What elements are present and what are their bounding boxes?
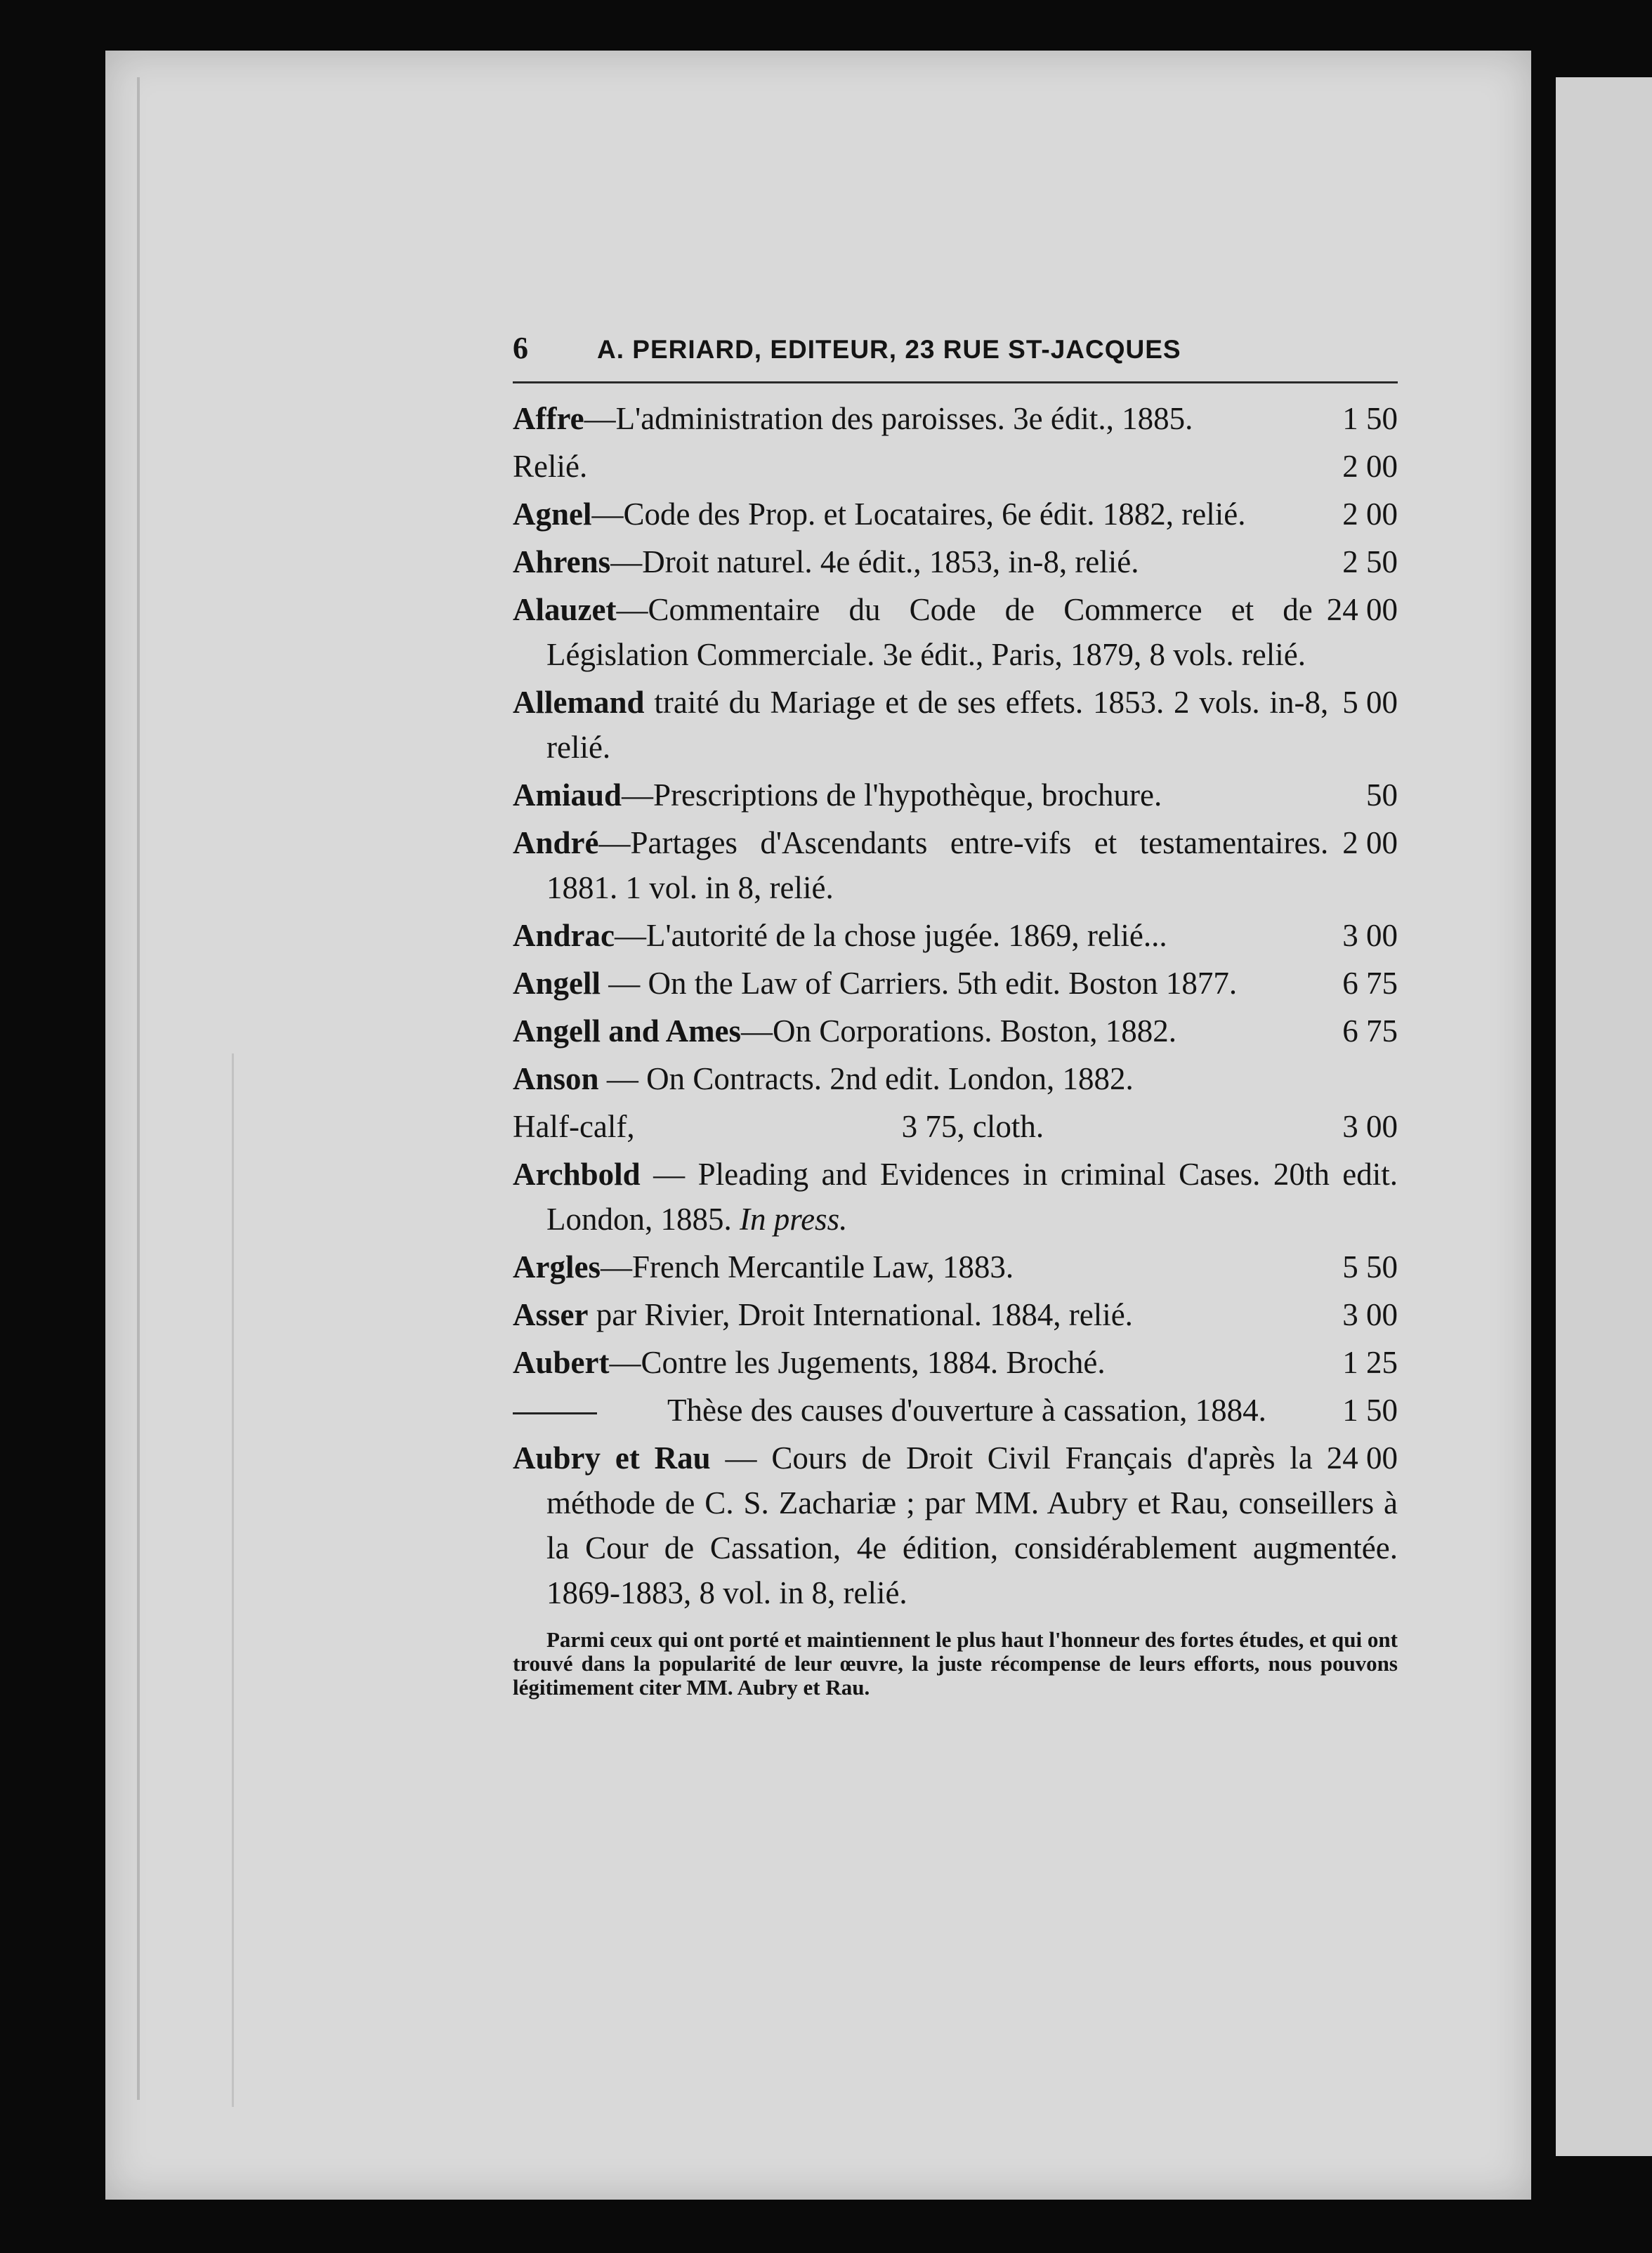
entry-separator: —: [598, 825, 631, 860]
catalog-entry: [513, 1292, 1398, 1337]
page-content: [513, 330, 1398, 1721]
entry-separator: [588, 1297, 596, 1332]
entry-separator: [645, 685, 655, 720]
catalog-entry: [513, 587, 1398, 677]
catalog-entry: [513, 680, 1398, 770]
entry-title: On the Law of Carriers. 5th edit. Boston 1877.: [648, 966, 1238, 1001]
catalog-entry: [513, 444, 1398, 489]
ditto-dash: [513, 1412, 597, 1414]
catalog-entry: [513, 492, 1398, 537]
page-edge-shadow: [137, 77, 140, 2100]
entry-price: 6 75: [1342, 966, 1398, 1001]
entry-price: 3 00: [1342, 918, 1398, 953]
entry-separator: —: [640, 1157, 698, 1192]
catalog-entry: [513, 1340, 1398, 1385]
entry-price: 2 00: [1342, 497, 1398, 532]
entry-author: Alauzet: [513, 592, 617, 627]
entry-author: Allemand: [513, 685, 645, 720]
entry-separator: —: [741, 1013, 773, 1049]
entry-title: Cours de Droit Civil Français d'après la méthode de C. S. Zachariæ ; par MM. Aubry et Rau, conseillers à la Cour de Cassation, 4e édition, considérablement augmentée. 1869-1883, 8 vol. in 8, relié.: [546, 1440, 1398, 1610]
entry-price: 2 50: [1342, 544, 1398, 579]
entry-author: André: [513, 825, 599, 860]
entry-author: Argles: [513, 1249, 601, 1285]
entry-title: French Mercantile Law, 1883.: [631, 1249, 1014, 1285]
adjacent-page-edge: [1556, 77, 1652, 2156]
catalog-entries: [513, 396, 1398, 1615]
catalog-entry: [513, 1009, 1398, 1053]
entry-separator: —: [591, 497, 624, 532]
entry-title: Commentaire du Code de Commerce et de Législation Commerciale. 3e édit., Paris, 1879, 8 vols. relié.: [546, 592, 1313, 672]
entry-separator: —: [622, 777, 654, 813]
catalog-entry: [513, 1388, 1398, 1433]
entry-separator: —: [610, 544, 643, 579]
entry-author: Agnel: [513, 497, 592, 532]
entry-title: Pleading and Evidences in criminal Cases. 20th edit. London, 1885.: [546, 1157, 1398, 1237]
entry-separator: —: [600, 1249, 632, 1285]
publisher-heading: A. PERIARD, EDITEUR, 23 RUE ST-JACQUES: [597, 335, 1181, 364]
entry-author: Ahrens: [513, 544, 611, 579]
page-crease: [232, 1053, 234, 2107]
entry-price: 1 50: [1342, 401, 1398, 436]
entry-price: 2 00: [1342, 449, 1398, 484]
footnote: Parmi ceux qui ont porté et maintiennent le plus haut l'honneur des fortes études, et qui ont trouvé dans la popularité de leur œuvre, la juste récompense de leurs efforts, nous pouvons légitimement citer MM. Aubry et Rau.: [513, 1627, 1398, 1700]
entry-separator: —: [601, 966, 648, 1001]
entry-title: L'autorité de la chose jugée. 1869, relié...: [646, 918, 1167, 953]
entry-title: L'administration des paroisses. 3e édit., 1885.: [615, 401, 1193, 436]
entry-author: Angell and Ames: [513, 1013, 742, 1049]
entry-price: 24 00: [1326, 592, 1398, 627]
entry-title: Contre les Jugements, 1884. Broché.: [641, 1345, 1106, 1380]
entry-title: Prescriptions de l'hypothèque, brochure.: [653, 777, 1162, 813]
entry-title: On Contracts. 2nd edit. London, 1882.: [646, 1061, 1134, 1096]
catalog-entry: [513, 1244, 1398, 1289]
page-number: 6: [513, 331, 529, 365]
catalog-entry: [513, 1152, 1398, 1242]
entry-price: 2 00: [1342, 825, 1398, 860]
entry-author: Amiaud: [513, 777, 622, 813]
entry-price: 1 25: [1342, 1345, 1398, 1380]
entry-author: Archbold: [513, 1157, 641, 1192]
entry-price: 6 75: [1342, 1013, 1398, 1049]
entry-price: 5 00: [1342, 685, 1398, 720]
entry-separator: —: [584, 401, 616, 436]
entry-price: 24 00: [1326, 1440, 1398, 1476]
entry-title: On Corporations. Boston, 1882.: [773, 1013, 1177, 1049]
catalog-entry: [513, 1056, 1398, 1101]
entry-separator: —: [616, 592, 648, 627]
entry-author: Andrac: [513, 918, 615, 953]
entry-author: Asser: [513, 1297, 589, 1332]
catalog-entry: [513, 913, 1398, 958]
entry-separator: —: [710, 1440, 772, 1476]
entry-title: par Rivier, Droit International. 1884, relié.: [596, 1297, 1133, 1332]
catalog-entry: [513, 961, 1398, 1006]
entry-alt-price: 3 75, cloth.: [901, 1109, 1044, 1144]
catalog-entry: [513, 396, 1398, 441]
entry-separator: —: [615, 918, 646, 953]
entry-price: 5 50: [1342, 1249, 1398, 1285]
entry-author: Angell: [513, 966, 601, 1001]
catalog-entry: [513, 539, 1398, 584]
entry-author: Aubry et Rau: [513, 1440, 711, 1476]
running-head: [513, 330, 1398, 383]
entry-separator: —: [598, 1061, 647, 1096]
entry-separator: —: [609, 1345, 641, 1380]
entry-price: 50: [1366, 777, 1398, 813]
catalog-entry: [513, 820, 1398, 910]
in-press-note: In press.: [740, 1202, 848, 1237]
entry-title: Half-calf,: [513, 1109, 635, 1144]
entry-author: Affre: [513, 401, 584, 436]
catalog-entry: [513, 1436, 1398, 1615]
entry-title: Code des Prop. et Locataires, 6e édit. 1882, relié.: [623, 497, 1246, 532]
entry-title: Relié.: [513, 449, 588, 484]
entry-price: 3 00: [1342, 1297, 1398, 1332]
entry-author: Anson: [513, 1061, 599, 1096]
entry-title: Thèse des causes d'ouverture à cassation, 1884.: [667, 1393, 1266, 1428]
entry-price: 1 50: [1342, 1393, 1398, 1428]
entry-price: 3 00: [1342, 1109, 1398, 1144]
catalog-entry: [513, 773, 1398, 817]
catalog-entry: [513, 1104, 1398, 1149]
entry-title: Droit naturel. 4e édit., 1853, in-8, relié.: [642, 544, 1139, 579]
entry-author: Aubert: [513, 1345, 610, 1380]
entry-title: Partages d'Ascendants entre-vifs et testamentaires. 1881. 1 vol. in 8, relié.: [546, 825, 1329, 905]
entry-title: traité du Mariage et de ses effets. 1853. 2 vols. in-8, relié.: [546, 685, 1329, 765]
